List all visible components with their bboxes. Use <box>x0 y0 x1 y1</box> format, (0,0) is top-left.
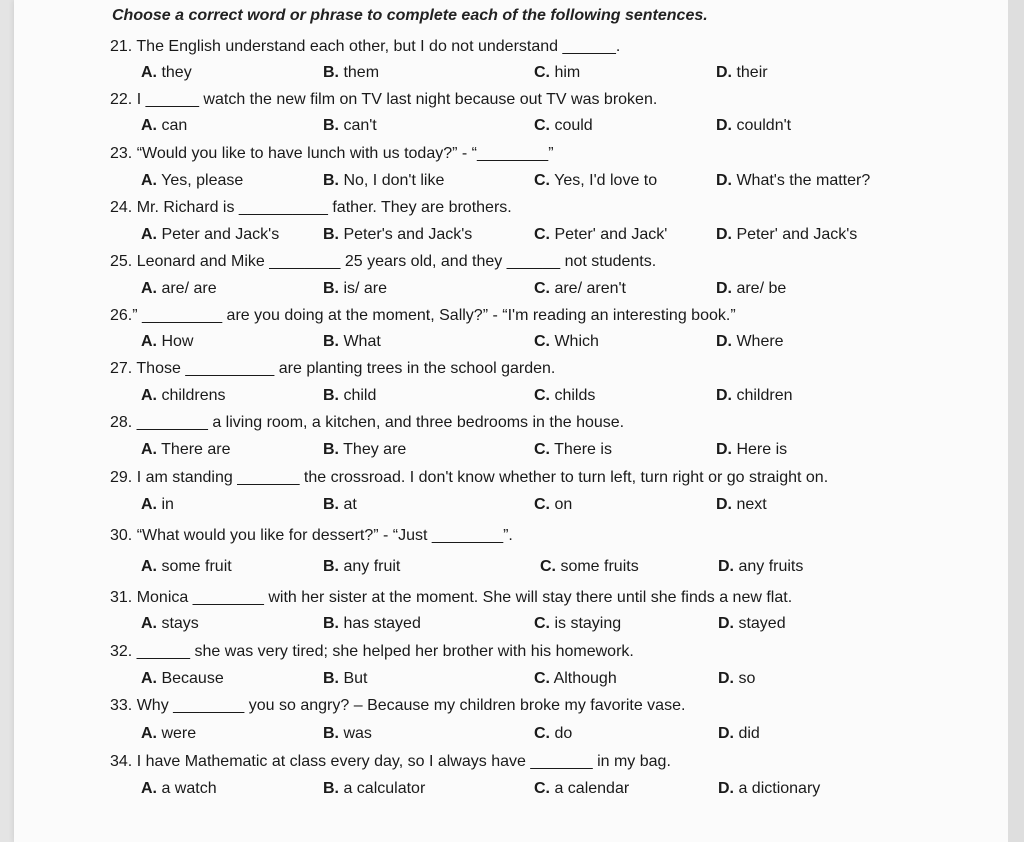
option-text: can't <box>343 117 377 134</box>
option-row <box>0 172 1000 194</box>
question-text: 27. Those __________ are planting trees in the school garden. <box>110 360 556 377</box>
option-letter: B. <box>323 117 339 134</box>
option-text: Peter's and Jack's <box>343 226 473 243</box>
option-letter: D. <box>716 333 732 350</box>
option-text: any fruits <box>738 558 804 575</box>
answer-option-c <box>534 172 657 190</box>
question-text: 26.” _________ are you doing at the moment, Sally?” - “I'm reading an interesting book.” <box>110 307 736 324</box>
question-text: 21. The English understand each other, but I do not understand ______. <box>110 38 621 55</box>
answer-option-c <box>534 117 593 135</box>
answer-option-a <box>141 441 231 459</box>
answer-option-a <box>141 387 225 405</box>
option-text: so <box>738 670 756 687</box>
option-text: They are <box>343 441 407 458</box>
option-letter: D. <box>718 558 734 575</box>
option-row <box>0 725 1000 747</box>
option-row <box>0 280 1000 302</box>
option-text: on <box>554 496 573 513</box>
option-text: What's the matter? <box>736 172 871 189</box>
option-text: There is <box>554 441 612 458</box>
question-text: 32. ______ she was very tired; she helped her brother with his homework. <box>110 643 634 660</box>
option-row <box>0 117 1000 139</box>
option-row <box>0 670 1000 692</box>
answer-option-c <box>534 333 599 351</box>
option-letter: A. <box>141 725 157 742</box>
question-text: 25. Leonard and Mike ________ 25 years old, and they ______ not students. <box>110 253 657 270</box>
answer-option-d <box>718 725 760 743</box>
answer-option-b <box>323 496 357 514</box>
option-letter: A. <box>141 496 157 513</box>
option-letter: D. <box>718 615 734 632</box>
option-letter: D. <box>718 670 734 687</box>
answer-option-c <box>534 441 612 459</box>
option-row <box>0 333 1000 355</box>
answer-option-a <box>141 117 187 135</box>
option-letter: A. <box>141 780 157 797</box>
option-text: they <box>161 64 192 81</box>
option-letter: C. <box>534 387 550 404</box>
option-letter: B. <box>323 226 339 243</box>
option-letter: A. <box>141 64 157 81</box>
answer-option-b <box>323 280 387 298</box>
option-letter: A. <box>141 441 157 458</box>
option-letter: A. <box>141 117 157 134</box>
option-row <box>0 558 1000 580</box>
option-row <box>0 226 1000 248</box>
answer-option-d <box>716 441 787 459</box>
option-text: There are <box>161 441 231 458</box>
option-letter: C. <box>534 670 550 687</box>
option-letter: B. <box>323 725 339 742</box>
option-letter: B. <box>323 280 339 297</box>
question-text: 30. “What would you like for dessert?” - “Just ________”. <box>110 527 513 544</box>
answer-option-c <box>534 64 580 82</box>
answer-option-d <box>716 280 786 298</box>
option-letter: B. <box>323 64 339 81</box>
answer-option-d <box>716 117 791 135</box>
answer-option-b <box>323 117 377 135</box>
option-letter: B. <box>323 670 339 687</box>
answer-option-b <box>323 558 400 576</box>
option-text: are/ aren't <box>554 280 626 297</box>
answer-option-b <box>323 333 381 351</box>
answer-option-a <box>141 64 192 82</box>
option-text: But <box>343 670 368 687</box>
answer-option-b <box>323 441 406 459</box>
answer-option-d <box>718 558 803 576</box>
option-letter: C. <box>534 725 550 742</box>
option-text: is/ are <box>343 280 388 297</box>
option-row <box>0 441 1000 463</box>
option-letter: B. <box>323 496 339 513</box>
answer-option-b <box>323 670 367 688</box>
option-text: at <box>343 496 357 513</box>
answer-option-d <box>718 780 820 798</box>
option-letter: A. <box>141 670 157 687</box>
option-letter: D. <box>718 725 734 742</box>
answer-option-b <box>323 64 379 82</box>
option-text: are/ be <box>736 280 787 297</box>
answer-option-c <box>534 725 572 743</box>
option-row <box>0 387 1000 409</box>
option-text: childs <box>554 387 596 404</box>
answer-option-c <box>534 387 595 405</box>
question-text: 29. I am standing _______ the crossroad. I don't know whether to turn left, turn right or go straight on. <box>110 469 829 486</box>
option-text: Peter and Jack's <box>161 226 280 243</box>
answer-option-d <box>716 333 784 351</box>
option-text: How <box>161 333 194 350</box>
answer-option-b <box>323 226 472 244</box>
option-text: Yes, please <box>161 172 244 189</box>
answer-option-a <box>141 780 217 798</box>
option-letter: B. <box>323 172 339 189</box>
option-text: No, I don't like <box>343 172 445 189</box>
option-text: their <box>736 64 768 81</box>
answer-option-a <box>141 280 217 298</box>
option-letter: A. <box>141 172 157 189</box>
option-text: Here is <box>736 441 788 458</box>
option-row <box>0 496 1000 518</box>
option-text: was <box>343 725 372 742</box>
answer-option-c <box>540 558 639 576</box>
option-letter: C. <box>534 780 550 797</box>
question-text: 22. I ______ watch the new film on TV last night because out TV was broken. <box>110 91 658 108</box>
option-text: Peter' and Jack' <box>554 226 668 243</box>
option-letter: C. <box>534 496 550 513</box>
option-text: them <box>343 64 380 81</box>
option-letter: B. <box>323 558 339 575</box>
answer-option-d <box>718 670 755 688</box>
option-text: are/ are <box>161 280 217 297</box>
option-text: children <box>736 387 793 404</box>
option-letter: D. <box>716 64 732 81</box>
option-letter: C. <box>534 333 550 350</box>
option-letter: A. <box>141 280 157 297</box>
option-letter: C. <box>534 117 550 134</box>
page-edge-right <box>1008 0 1024 842</box>
option-letter: D. <box>716 496 732 513</box>
option-row <box>0 64 1000 86</box>
option-text: Which <box>554 333 599 350</box>
answer-option-d <box>716 226 857 244</box>
option-letter: D. <box>716 226 732 243</box>
answer-option-b <box>323 172 444 190</box>
answer-option-d <box>716 387 792 405</box>
option-letter: B. <box>323 387 339 404</box>
option-letter: B. <box>323 441 339 458</box>
option-text: some fruit <box>161 558 232 575</box>
option-text: has stayed <box>343 615 421 632</box>
option-text: Yes, I'd love to <box>554 172 658 189</box>
option-text: is staying <box>554 615 622 632</box>
question-text: 24. Mr. Richard is __________ father. They are brothers. <box>110 199 512 216</box>
answer-option-d <box>716 496 767 514</box>
answer-option-c <box>534 226 667 244</box>
option-letter: B. <box>323 615 339 632</box>
question-text: 28. ________ a living room, a kitchen, and three bedrooms in the house. <box>110 414 625 431</box>
answer-option-c <box>534 280 626 298</box>
option-text: did <box>738 725 760 742</box>
option-letter: A. <box>141 226 157 243</box>
answer-option-d <box>716 172 870 190</box>
option-letter: C. <box>534 280 550 297</box>
option-text: do <box>554 725 573 742</box>
option-row <box>0 780 1000 802</box>
option-text: a watch <box>161 780 217 797</box>
answer-option-c <box>534 496 572 514</box>
answer-option-c <box>534 615 621 633</box>
option-letter: D. <box>716 387 732 404</box>
answer-option-a <box>141 333 193 351</box>
option-text: child <box>343 387 377 404</box>
option-letter: C. <box>540 558 556 575</box>
option-letter: C. <box>534 226 550 243</box>
answer-option-b <box>323 725 372 743</box>
option-text: some fruits <box>560 558 639 575</box>
option-text: any fruit <box>343 558 401 575</box>
option-letter: C. <box>534 441 550 458</box>
option-text: were <box>161 725 197 742</box>
option-text: a calendar <box>554 780 630 797</box>
option-row <box>0 615 1000 637</box>
question-text: 34. I have Mathematic at class every day, so I always have _______ in my bag. <box>110 753 671 770</box>
option-letter: C. <box>534 615 550 632</box>
answer-option-a <box>141 172 243 190</box>
option-text: next <box>736 496 767 513</box>
option-text: stayed <box>738 615 786 632</box>
option-letter: D. <box>716 441 732 458</box>
answer-option-d <box>716 64 768 82</box>
option-text: him <box>554 64 581 81</box>
answer-option-b <box>323 615 421 633</box>
option-letter: B. <box>323 333 339 350</box>
option-text: couldn't <box>736 117 792 134</box>
answer-option-d <box>718 615 786 633</box>
option-text: What <box>343 333 381 350</box>
option-letter: B. <box>323 780 339 797</box>
option-text: in <box>161 496 174 513</box>
option-letter: C. <box>534 172 550 189</box>
answer-option-c <box>534 670 617 688</box>
question-text: 23. “Would you like to have lunch with us today?” - “________” <box>110 145 554 162</box>
answer-option-a <box>141 496 174 514</box>
option-letter: D. <box>716 280 732 297</box>
option-text: stays <box>161 615 199 632</box>
option-text: a dictionary <box>738 780 821 797</box>
answer-option-a <box>141 725 196 743</box>
instruction-text: Choose a correct word or phrase to complete each of the following sentences. <box>112 7 708 24</box>
question-text: 33. Why ________ you so angry? – Because my children broke my favorite vase. <box>110 697 686 714</box>
option-letter: A. <box>141 387 157 404</box>
option-letter: C. <box>534 64 550 81</box>
answer-option-a <box>141 226 279 244</box>
option-letter: D. <box>718 780 734 797</box>
option-text: can <box>161 117 188 134</box>
option-letter: A. <box>141 558 157 575</box>
answer-option-c <box>534 780 629 798</box>
option-letter: D. <box>716 172 732 189</box>
option-text: childrens <box>161 387 226 404</box>
question-text: 31. Monica ________ with her sister at the moment. She will stay there until she finds a new flat. <box>110 589 793 606</box>
option-text: Because <box>161 670 224 687</box>
answer-option-a <box>141 670 224 688</box>
option-text: Although <box>553 670 617 687</box>
option-text: a calculator <box>343 780 426 797</box>
option-text: could <box>554 117 593 134</box>
answer-option-a <box>141 558 232 576</box>
option-text: Peter' and Jack's <box>736 226 858 243</box>
answer-option-b <box>323 387 376 405</box>
option-letter: A. <box>141 615 157 632</box>
answer-option-a <box>141 615 199 633</box>
answer-option-b <box>323 780 425 798</box>
option-text: Where <box>736 333 784 350</box>
option-letter: A. <box>141 333 157 350</box>
option-letter: D. <box>716 117 732 134</box>
